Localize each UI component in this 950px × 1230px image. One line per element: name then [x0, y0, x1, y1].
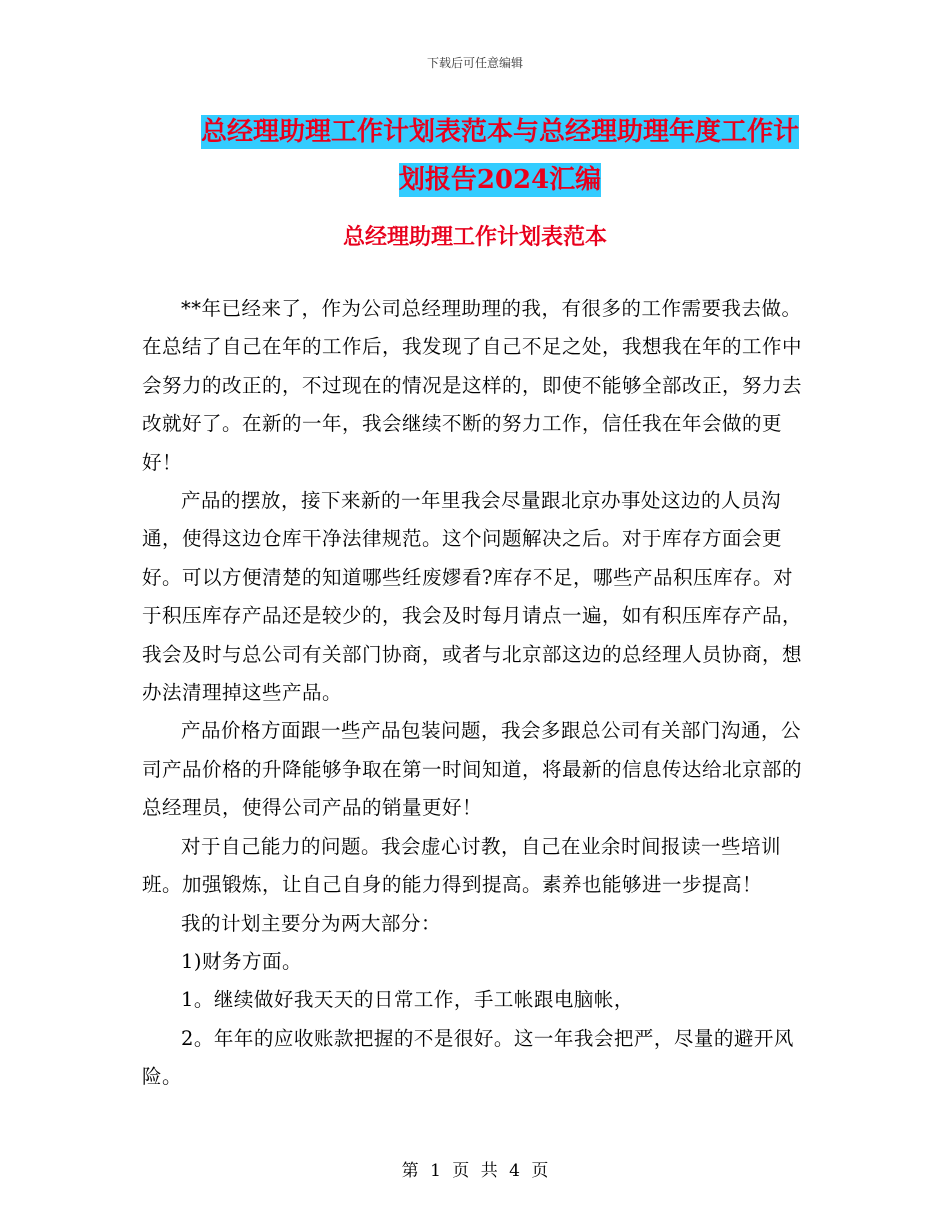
paragraph: 产品的摆放，接下来新的一年里我会尽量跟北京办事处这边的人员沟通，使得这边仓库干净法律规范。这个问题解决之后。对于库存方面会更好。可以方便清楚的知道哪些纴废嫪看?库存不足，哪些产品积压库存。对于积压库存产品还是较少的，我会及时每月请点一遍，如有积压库存产品，我会及时与总公司有关部门协商，或者与北京部这边的总经理人员协商，想办法清理掉这些产品。 — [142, 489, 803, 705]
paragraph: 产品价格方面跟一些产品包装问题，我会多跟总公司有关部门沟通，公司产品价格的升降能够争取在第一时间知道，将最新的信息传达给北京部的总经理员，使得公司产品的销量更好！ — [142, 719, 803, 820]
document-title — [140, 108, 860, 204]
paragraph: **年已经来了，作为公司总经理助理的我，有很多的工作需要我去做。在总结了自己在年的工作后，我发现了自己不足之处，我想我在年的工作中会努力的改正的，不过现在的情况是这样的，即使不能够全部改正，努力去改就好了。在新的一年，我会继续不断的努力工作，信任我在年会做的更好！ — [142, 297, 803, 474]
document-title-line-2: 划报告2024汇编 — [398, 165, 602, 195]
paragraph: 我的计划主要分为两大部分： — [181, 911, 442, 935]
section-title: 总经理助理工作计划表范本 — [342, 224, 607, 250]
document-title-line-1: 总经理助理工作计划表范本与总经理助理年度工作计 — [200, 117, 799, 147]
body-text — [142, 290, 806, 1097]
paragraph: 2。年年的应收账款把握的不是很好。这一年我会把严，尽量的避开风险。 — [142, 1026, 794, 1089]
paragraph: 1)财务方面。 — [181, 949, 303, 973]
paragraph: 1。继续做好我天天的日常工作，手工帐跟电脑帐， — [181, 988, 634, 1012]
page-number-footer: 第 1 页 共 4 页 — [401, 1161, 549, 1181]
paragraph: 对于自己能力的问题。我会虚心讨教，自己在业余时间报读一些培训班。加强锻炼，让自己自身的能力得到提高。素养也能够进一步提高！ — [142, 834, 782, 897]
page-header-note: 下载后可任意编辑 — [426, 56, 523, 70]
